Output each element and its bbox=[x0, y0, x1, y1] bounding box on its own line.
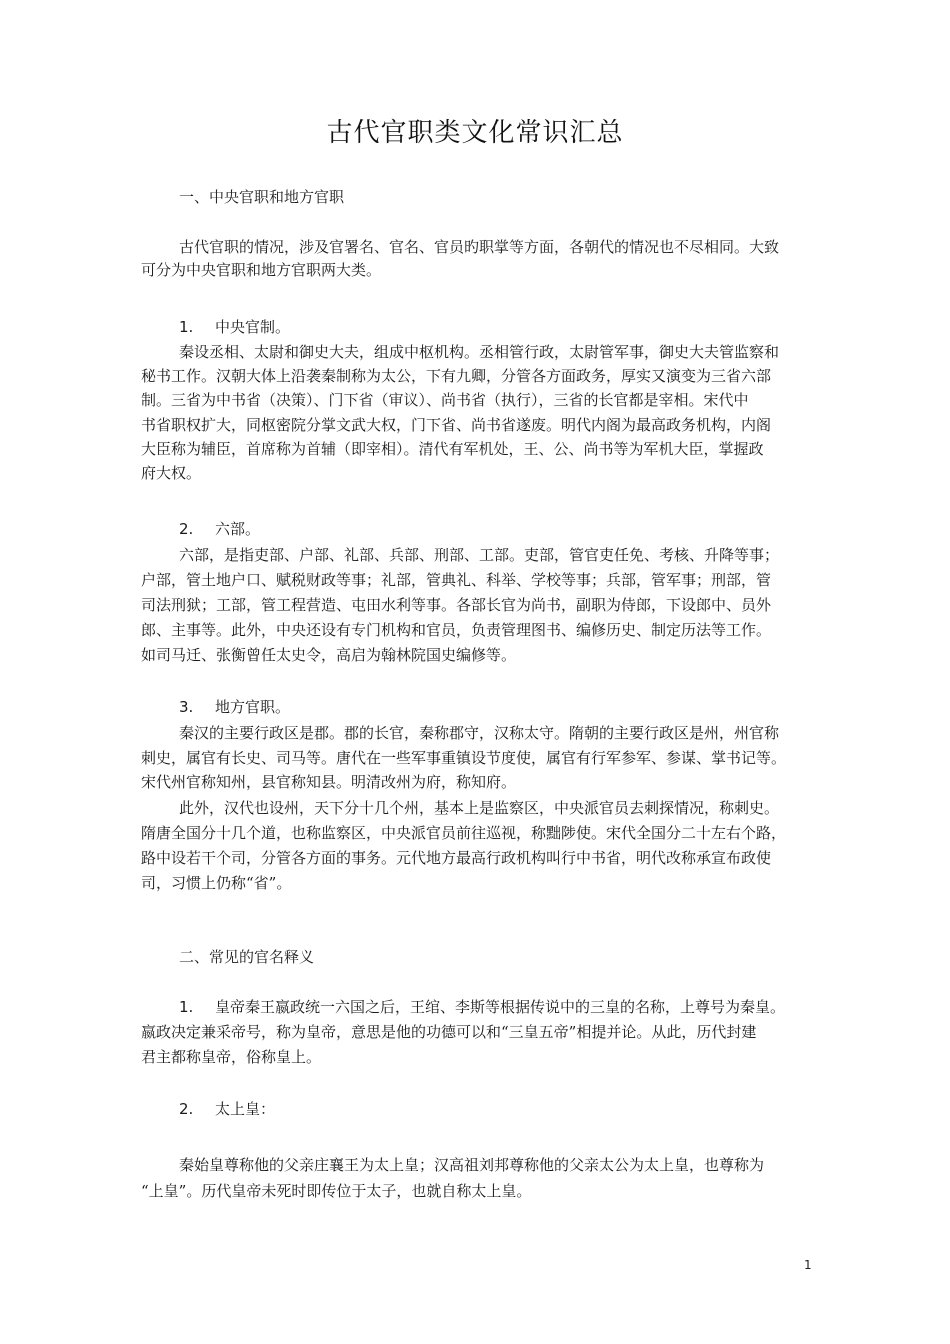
list-item-heading bbox=[179, 316, 290, 338]
paragraph-line: 府大权。 bbox=[141, 464, 202, 482]
list-label: 六部。 bbox=[215, 520, 261, 538]
paragraph-line: 刺史，属官有长史、司马等。唐代在一些军事重镇设节度使，属官有行军参军、参谋、掌书记等。 bbox=[141, 749, 787, 767]
paragraph-line: 宋代州官称知州，县官称知县。明清改州为府，称知府。 bbox=[141, 773, 517, 791]
list-label: 太上皇： bbox=[215, 1100, 276, 1118]
paragraph-line: 大臣称为辅臣，首席称为首辅（即宰相）。清代有军机处，王、公、尚书等为军机大臣，掌握政 bbox=[141, 440, 764, 458]
paragraph-line: 户部，管土地户口、赋税财政等事；礼部，管典礼、科举、学校等事；兵部，管军事；刑部，管 bbox=[141, 571, 772, 589]
list-number: 3. bbox=[179, 698, 194, 716]
paragraph-line: 古代官职的情况，涉及官署名、官名、官员旳职掌等方面，各朝代的情况也不尽相同。大致 bbox=[179, 238, 780, 256]
list-label: 地方官职。 bbox=[215, 698, 291, 716]
section-heading: 一、中央官职和地方官职 bbox=[179, 188, 345, 206]
paragraph-line: 秘书工作。汉朝大体上沿袭秦制称为太公，下有九卿，分管各方面政务，厚实又演变为三省六部 bbox=[141, 367, 772, 385]
paragraph-line: 路中设若干个司，分管各方面的事务。元代地方最高行政机构叫行中书省，明代改称承宣布政使 bbox=[141, 849, 772, 867]
paragraph-line: 此外，汉代也设州，天下分十几个州，基本上是监察区，中央派官员去刺探情况，称刺史。 bbox=[179, 799, 780, 817]
paragraph-line: 郎、主事等。此外，中央还设有专门机构和官员，负责管理图书、编修历史、制定历法等工作。 bbox=[141, 621, 772, 639]
paragraph-line: 隋唐全国分十几个道，也称监察区，中央派官员前往巡视，称黜陟使。宋代全国分二十左右个路， bbox=[141, 824, 787, 842]
list-label: 中央官制。 bbox=[215, 318, 291, 336]
paragraph-line: 秦始皇尊称他的父亲庄襄王为太上皇；汉高祖刘邦尊称他的父亲太公为太上皇，也尊称为 bbox=[179, 1156, 765, 1174]
paragraph-line: 秦设丞相、太尉和御史大夫，组成中枢机构。丞相管行政，太尉管军事，御史大夫管监察和 bbox=[179, 343, 780, 361]
paragraph-line: 书省职权扩大，同枢密院分掌文武大权，门下省、尚书省遂废。明代内阁为最高政务机构，内阁 bbox=[141, 416, 772, 434]
list-item-heading bbox=[179, 1098, 275, 1120]
list-label: 皇帝秦王嬴政统一六国之后，王绾、李斯等根据传说中的三皇的名称，上尊号为秦皇。 bbox=[215, 998, 786, 1016]
list-number: 1. bbox=[179, 998, 194, 1016]
paragraph-line: 如司马迁、张衡曾任太史令，高启为翰林院国史编修等。 bbox=[141, 646, 517, 664]
list-number: 2. bbox=[179, 520, 194, 538]
list-item-heading bbox=[179, 996, 785, 1018]
paragraph-line: 六部，是指吏部、户部、礼部、兵部、刑部、工部。吏部，管官吏任免、考核、升降等事； bbox=[179, 546, 780, 564]
list-number: 2. bbox=[179, 1100, 194, 1118]
paragraph-line: 司，习惯上仍称“省”。 bbox=[141, 874, 292, 892]
list-item-heading bbox=[179, 696, 290, 718]
paragraph-line: 秦汉的主要行政区是郡。郡的长官，秦称郡守，汉称太守。隋朝的主要行政区是州，州官称 bbox=[179, 724, 780, 742]
paragraph-line: “上皇”。历代皇帝未死时即传位于太子，也就自称太上皇。 bbox=[141, 1182, 532, 1200]
paragraph-line: 制。三省为中书省（决策）、门下省（审议）、尚书省（执行），三省的长官都是宰相。宋代中 bbox=[141, 391, 749, 409]
paragraph-line: 司法刑狱；工部，管工程营造、屯田水利等事。各部长官为尚书，副职为侍郎，下设郎中、员外 bbox=[141, 596, 772, 614]
section-heading: 二、常见的官名释义 bbox=[179, 948, 315, 966]
page-number: 1 bbox=[804, 1258, 812, 1272]
list-number: 1. bbox=[179, 318, 194, 336]
paragraph-line: 嬴政决定兼采帝号，称为皇帝，意思是他的功德可以和“三皇五帝”相提并论。从此，历代封建 bbox=[141, 1023, 757, 1041]
page-title: 古代官职类文化常识汇总 bbox=[326, 118, 624, 148]
paragraph-line: 君主都称皇帝，俗称皇上。 bbox=[141, 1048, 322, 1066]
list-item-heading bbox=[179, 518, 260, 540]
paragraph-line: 可分为中央官职和地方官职两大类。 bbox=[141, 261, 382, 279]
